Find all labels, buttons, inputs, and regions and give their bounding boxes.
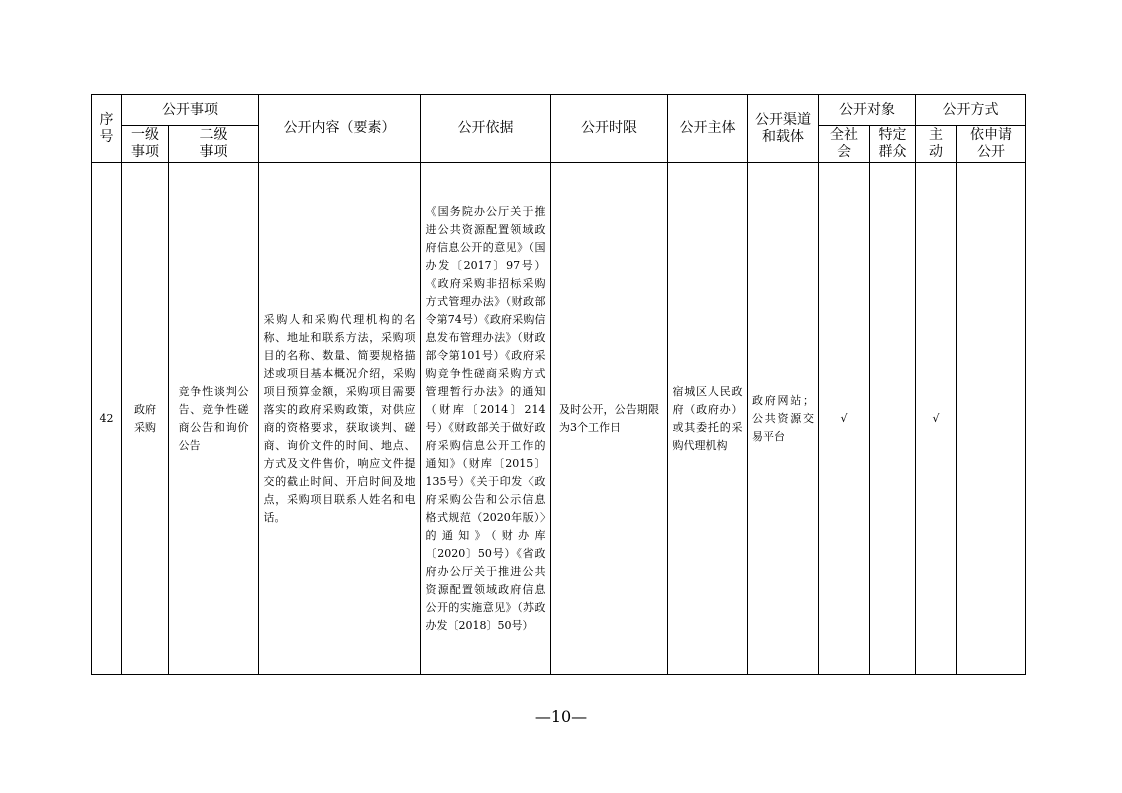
header-channel: 公开渠道和载体 — [748, 95, 819, 163]
header-basis: 公开依据 — [421, 95, 551, 163]
row-subject: 宿城区人民政府（政府办）或其委托的采购代理机构 — [668, 163, 748, 675]
header-proactive: 主动 — [916, 126, 957, 163]
row-level1: 政府采购 — [122, 163, 169, 675]
row-channel: 政府网站；公共资源交易平台 — [748, 163, 819, 675]
header-level2: 二级事项 — [169, 126, 259, 163]
header-subject: 公开主体 — [668, 95, 748, 163]
row-basis: 《国务院办公厅关于推进公共资源配置领域政府信息公开的意见》（国办发〔2017〕97号）《政府采购非招标采购方式管理办法》（财政部令第74号）《政府采购信息发布管理办法》（财政部令第101号）《政府采购竞争性磋商采购方式管理暂行办法》的通知（财库〔2014〕214号）《财政部关于做好政府采购信息公开工作的通知》（财库〔2015〕135号）《关于印发〈政府采购公告和公示信息格式规范（2020年版）〉的通知》（财办库〔2020〕50号）《省政府办公厅关于推进公共资源配置领域政府信息公开的实施意见》（苏政办发〔2018〕50号） — [421, 163, 551, 675]
header-content: 公开内容（要素） — [259, 95, 421, 163]
row-specific-group — [870, 163, 916, 675]
header-method: 公开方式 — [916, 95, 1026, 126]
header-time-limit: 公开时限 — [551, 95, 668, 163]
row-content: 采购人和采购代理机构的名称、地址和联系方法，采购项目的名称、数量、简要规格描述或项目基本概况介绍，采购项目预算金额，采购项目需要落实的政府采购政策，对供应商的资格要求，获取谈判、磋商、询价文件的时间、地点、方式及文件售价，响应文件提交的截止时间、开启时间及地点，采购项目联系人姓名和电话。 — [259, 163, 421, 675]
header-whole-society: 全社会 — [819, 126, 870, 163]
header-specific-group: 特定群众 — [870, 126, 916, 163]
header-item: 公开事项 — [122, 95, 259, 126]
row-level2: 竞争性谈判公告、竞争性磋商公告和询价公告 — [169, 163, 259, 675]
page-number: —10— — [534, 707, 588, 726]
row-on-request — [957, 163, 1026, 675]
header-audience: 公开对象 — [819, 95, 916, 126]
header-on-request: 依申请公开 — [957, 126, 1026, 163]
row-seq: 42 — [92, 163, 122, 675]
row-whole-society: √ — [819, 163, 870, 675]
disclosure-table — [91, 94, 1026, 675]
row-time-limit: 及时公开，公告期限为3个工作日 — [551, 163, 668, 675]
row-proactive: √ — [916, 163, 957, 675]
header-seq: 序号 — [92, 95, 122, 163]
header-level1: 一级事项 — [122, 126, 169, 163]
